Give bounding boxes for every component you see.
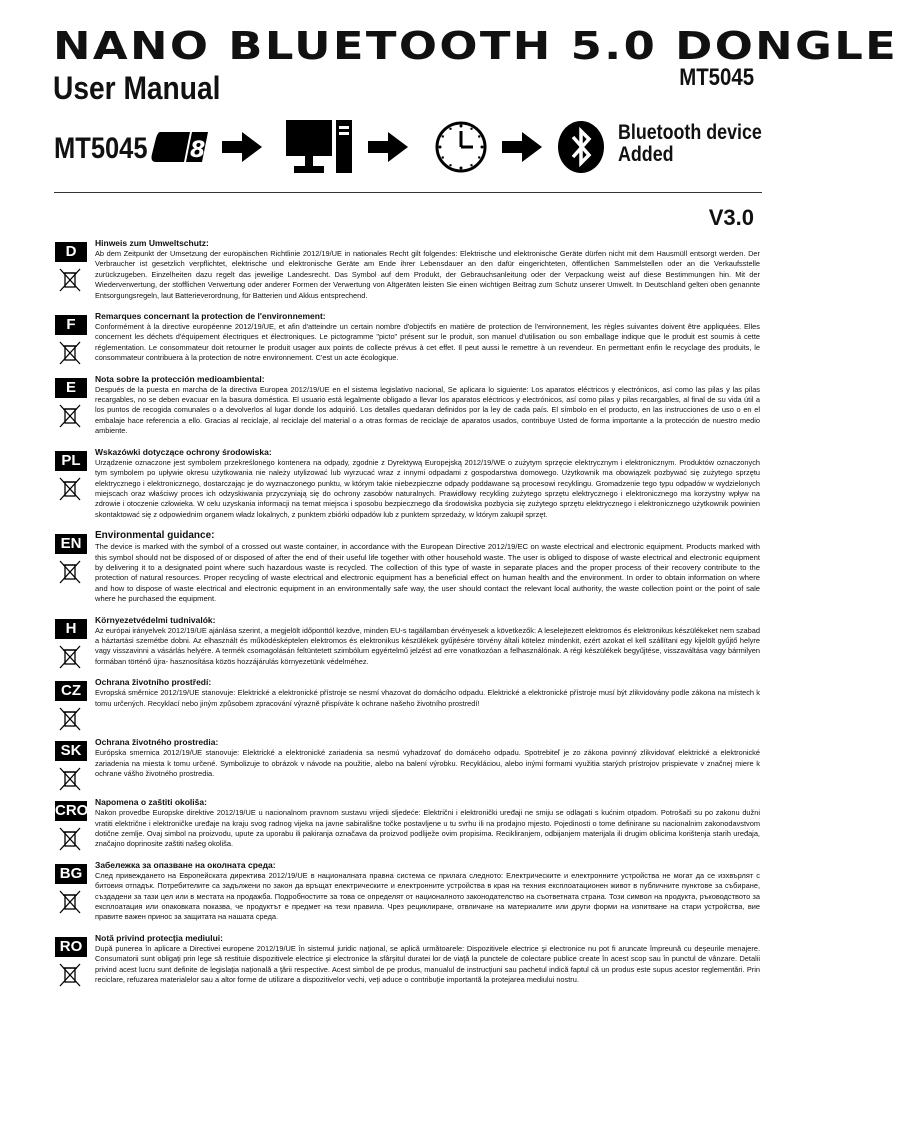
notice-ro bbox=[55, 933, 760, 986]
added-line-1: Bluetooth device bbox=[618, 121, 762, 144]
dongle-icon bbox=[150, 130, 208, 164]
notice-text: Ab dem Zeitpunkt der Umsetzung der europäischen Richtlinie 2012/19/UE in nationales Recht gilt folgendes: Elektrische und elektronische Geräte dürfen nicht mit dem Hausmüll entsorgt werden. Der Verbraucher ist gesetzlich verpflichtet, elektrische und elektronische Geräte am Ende ihrer Lebensdauer an den dafür eingerichteten, öffentlichen Sammelstellen oder an die Verkaufsstelle zurückzugeben. Einzelheiten dazu regelt das jeweilige Landesrecht. Das Symbol auf dem Produkt, der Gebrauchsanleitung oder der Verpackung weist auf diese Bestimmungen hin. Mit der Wiederverwertung, der stofflichen Verwertung oder anderer Formen der Verwertung von Altgeräten leisten Sie einen wichtigen Beitrag zum Schutz unserer Umwelt. In Deutschland gelten oben genannte Entsorgungsregeln, laut Batterieverordnung, für Batterien und Akkus entsprechend. bbox=[95, 249, 760, 300]
language-badge: BG bbox=[55, 864, 87, 884]
notice-cz bbox=[55, 677, 760, 727]
model-number: MT5045 bbox=[679, 64, 754, 91]
notice-text: Evropská směrnice 2012/19/UE stanovuje: Elektrické a elektronické přístroje se nesmí vhazovat do domácího odpadu. Elektrické a elektronické přístroje musí být zlikvidovány podle zákona na místech k tomu určených. Recyklací nebo jiným způsobem zpracování výrazně přispíváte k ochrane našeho životního prostredí! bbox=[95, 688, 760, 708]
crossed-bin-icon bbox=[59, 477, 81, 501]
notice-text: Európska smernica 2012/19/UE stanovuje: Elektrické a elektronické zariadenia sa nesmú vyhadzovať do domáceho odpadu. Spotrebiteľ je zo zákona povinný zlikvidovať elektrické a elektronické zariadenia na miesta k tomu určené. Symbolizuje to obrázok v návode na použitie, alebo na balení výrobku. Recykláciou, alebo inými formami využitia starých prístrojov prispievate v značnej miere k ochrane vášho životného prostredia. bbox=[95, 748, 760, 778]
language-badge: PL bbox=[55, 451, 87, 471]
language-badge: E bbox=[55, 378, 87, 398]
document-subtitle: User Manual bbox=[53, 70, 221, 106]
notice-e bbox=[55, 374, 760, 437]
arrow-icon bbox=[502, 132, 542, 162]
notice-d bbox=[55, 238, 760, 301]
arrow-icon bbox=[368, 132, 408, 162]
crossed-bin-icon bbox=[59, 645, 81, 669]
crossed-bin-icon bbox=[59, 827, 81, 851]
notice-sk bbox=[55, 737, 760, 787]
environment-notices bbox=[55, 238, 760, 995]
notice-h bbox=[55, 615, 760, 668]
flow-model-label: MT5045 bbox=[54, 132, 148, 165]
crossed-bin-icon bbox=[59, 890, 81, 914]
notice-pl bbox=[55, 447, 760, 520]
version-label: V3.0 bbox=[708, 205, 754, 230]
crossed-bin-icon bbox=[59, 560, 81, 584]
notice-text: Conformément à la directive européenne 2012/19/UE, et afin d'atteindre un certain nombre d'objectifs en matière de protection de l'environnement, les règles suivantes doivent être appliquées. Elles concernent les déchets d'équipement électriques et électroniques. Le pictogramme "picto" présent sur le produit, son manuel d'utilisation ou son emballage indique que le produit est soumis à cette réglementation. Le consommateur doit retourner le produit usager aux points de collecte prévus à cet effet. Il peut aussi le remettre à un revendeur. En permettant enfin le recyclage des produits, le consommateur contribuera à la protection de notre environnement. C'est un acte écologique. bbox=[95, 322, 760, 363]
added-line-2: Added bbox=[618, 143, 674, 166]
notice-bg bbox=[55, 860, 760, 923]
notice-title: Environmental guidance: bbox=[95, 530, 215, 542]
crossed-bin-icon bbox=[59, 268, 81, 292]
pairing-flow bbox=[54, 118, 764, 178]
notice-f bbox=[55, 311, 760, 364]
crossed-bin-icon bbox=[59, 404, 81, 428]
crossed-bin-icon bbox=[59, 341, 81, 365]
notice-title: Wskazówki dotyczące ochrony środowiska: bbox=[95, 446, 272, 457]
notice-title: Ochrana životného prostredia: bbox=[95, 737, 219, 748]
crossed-bin-icon bbox=[59, 963, 81, 987]
clock-icon bbox=[434, 120, 488, 174]
language-badge: SK bbox=[55, 741, 87, 761]
notice-title: Notă privind protecţia mediului: bbox=[95, 932, 223, 943]
divider bbox=[54, 192, 762, 193]
language-badge: RO bbox=[55, 937, 87, 957]
notice-text: Az európai irányelvek 2012/19/UE ajánlása szerint, a megjelölt időponttól kezdve, minden EU-s tagállamban érvényesek a következők: A leselejtezett elektromos és elektronikus készülékeket nem szabad a háztartási szemétbe dobni. Az elhasznált és működésképtelen elektromos és elektronikus készülékek gyűjtésére törvény általi kötelez mindenkit, ezért azokat el kell szállítani egy kijelölt gyűjtő helyre vagy visszavinni a vásárlás helyére. A termék csomagolásán feltüntetett szimbólum egyértelmű jelzést ad erre vonatkozóan a felhasználónak. A régi készülékek begyűjtése, visszaváltása vagy bármilyen formában történő újra- hasznosítása közös hozzájárulás környezetünk védelméhez. bbox=[95, 625, 760, 666]
bluetooth-icon bbox=[556, 120, 606, 174]
notice-en bbox=[55, 530, 760, 604]
computer-icon bbox=[286, 118, 352, 176]
language-badge: CRO bbox=[55, 802, 89, 820]
notice-text: După punerea în aplicare a Directivei europene 2012/19/UE în sistemul juridic naţional, se aplică următoarele: Dispozitivele electrice şi electronice nu pot fi aruncate împreună cu deşeurile menajere. Consumatorii sunt obligaţi prin lege să restituie dispozitivele electrice şi electronice la sfârşitul duratei lor de viaţă la punctele de colectare publice create în acest scop sau în punctul de vânzare. Detalii privind acest lucru sunt definite de legislaţia naţională a ţării respective. Acest simbol de pe produs, manualul de instrucţiuni sau pachetul indică faptul că un produs este supus acestor reglementări. Prin reciclare, refuzarea materialelor sau a altor forme de utilizare a dispozitivelor vechi, veţi aduce o contribuţie importantă la protejarea mediului nostru. bbox=[95, 943, 760, 985]
document-title: NANO BLUETOOTH 5.0 DONGLE bbox=[53, 24, 898, 68]
language-badge: EN bbox=[55, 534, 87, 554]
language-badge: H bbox=[55, 619, 87, 639]
notice-title: Környezetvédelmi tudnivalók: bbox=[95, 614, 216, 625]
notice-title: Nota sobre la protección medioambiental: bbox=[95, 373, 265, 384]
crossed-bin-icon bbox=[59, 707, 81, 731]
notice-title: Napomena o zaštiti okoliša: bbox=[95, 797, 207, 808]
notice-text: След привеждането на Европейската директива 2012/19/UE в националната правна система се прилага следното: Електрическите и електронните устройства не могат да се изхвърлят с битовия отпадък. Потребителите са задължени по закон да връщат електрическите и електронните устройства в края на техния експлоатационен живот в публичните пунктове за събиране, създадени за тази цел или в местата на продажба. Подробностите за това се определят от националното законодателство на съответната страна. Този символ на продукта, ръководството за експлоатация или опаковката показва, че продуктът е предмет на тези правила. Чрез рециклиране, отвличане на материалите или други форми на изпитване на стари устройства, вие правите важен принос за защитата на нашата среда. bbox=[95, 870, 760, 922]
notice-cro bbox=[55, 797, 760, 850]
notice-text: The device is marked with the symbol of a crossed out waste container, in accordance with the European Directive 2012/19/EC on waste electrical and electronic equipment. Products marked with this symbol should not be disposed of or disposed of after the end of their useful life together with other household waste. The user is obliged to dispose of waste electrical and electronic equipment by delivering it to a designated point where such hazardous waste is recycled. The collection of this type of waste in separate places and the proper process of their recovery contribute to the protection of natural resources. Proper recycling of waste electrical and electronic equipment has a beneficial effect on human health and the environment. In order to obtain information on where and how to dispose of waste electrical and electronic equipment in an environmentally safe way, the user should contact the relevant local authority, the waste collection point or the point of sale where he purchased the equipment. bbox=[95, 542, 760, 604]
bluetooth-added-label bbox=[618, 122, 762, 166]
language-badge: CZ bbox=[55, 681, 87, 701]
language-badge: F bbox=[55, 315, 87, 335]
notice-text: Nakon provedbe Europske direktive 2012/19/UE u nacionalnom pravnom sustavu vrijedi sljedeće: Električni i elektronički uređaji ne smiju se odlagati s kućnim otpadom. Potrošači su po zakonu dužni vratiti električne i elektroničke uređaje na kraju svog radnog vijeka na javne sabirališne točke postavljene u tu svrhu ili na prodajno mjesto. Pojedinosti o tome definirane su nacionalnim zakonodavstvom dotične zemlje. Ovaj simbol na proizvodu, upute za uporabu ili pakiranja označava da proizvod podliježe ovim propisima. Recikliranjem, odbijanjem materijala ili drugim oblicima korištenja starih uređaja, značajno doprinosite zaštiti našeg okoliša. bbox=[95, 808, 760, 849]
language-badge: D bbox=[55, 242, 87, 262]
notice-text: Urządzenie oznaczone jest symbolem przekreślonego kontenera na odpady, zgodnie z Dyrektywą Europejską 2012/19/WE o zużytym sprzęcie elektrycznym i elektronicznym. Produktów oznaczonych tym symbolem po upływie okresu użytkowania nie należy utylizować lub wyrzucać wraz z innymi odpadami z gospodarstwa domowego. Użytkownik ma obowiązek pozbywać się zużytego sprzętu elektrycznego i elektronicznego, dostarczając je do wyznaczonego punktu, w którym takie niebezpieczne odpady poddawane są procesowi recyklingu. Gromadzenie tego typu odpadów w wydzielonych miejscach oraz właściwy proces ich odzyskiwania przyczyniają się do ochrony zasobów naturalnych. Prawidłowy recykling zużytego sprzętu elektrycznego i elektronicznego ma korzystny wpływ na zdrowie i otoczenie człowieka. W celu uzyskania informacji na temat miejsca i sposobu bezpiecznego dla środowiska pozbycia się zużytego sprzętu elektrycznego i elektronicznego użytkownik powinien skontaktować się z odpowiednim organem władz lokalnych, z punktem zbiórki odpadów lub z punktem sprzedaży, w którym zakupił sprzęt. bbox=[95, 457, 760, 519]
arrow-icon bbox=[222, 132, 262, 162]
notice-title: Remarques concernant la protection de l'environnement: bbox=[95, 311, 326, 322]
notice-text: Después de la puesta en marcha de la directiva Europea 2012/19/UE en el sistema legislativo nacional, Se aplicara lo siguiente: Los aparatos eléctricos y electrónicos, así como las pilas y las pilas recargables, no se deben evacuar en la basura doméstica. El usuario está legalmente obligado a llevar los aparatos eléctricos y electrónicos, así como pilas y pilas recargables, al final de su vida útil a los puntos de recogida comunales o a devolverlos al lugar donde los adquirió. Los detalles quedaran definidos por la ley de cada país. El símbolo en el producto, en las instrucciones de uso o en el embalaje hace referencia a ello. Gracias al reciclaje, al reciclaje del material o a otras formas de reciclaje de aparatos usados, contribuye Usted de forma importante a la protección de nuestro medio ambiente. bbox=[95, 384, 760, 436]
svg-text:8: 8 bbox=[190, 138, 206, 163]
crossed-bin-icon bbox=[59, 767, 81, 791]
notice-title: Забележка за опазване на околната среда: bbox=[95, 859, 276, 870]
notice-title: Ochrana životního prostředí: bbox=[95, 677, 212, 688]
notice-title: Hinweis zum Umweltschutz: bbox=[95, 238, 209, 248]
